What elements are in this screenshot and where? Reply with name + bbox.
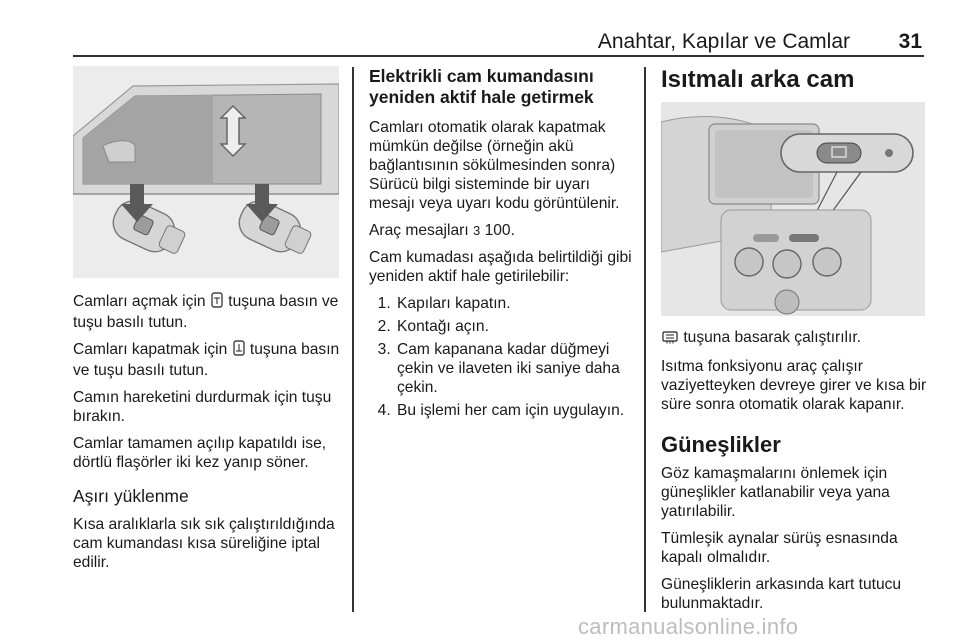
stop-window-text: Camın hareketini durdurmak için tuşu bırakın. [73, 389, 332, 425]
close-text-after: tuşuna basın ve tuşu basılı tutun. [73, 341, 340, 379]
heating-function-text: Isıtma fonksiyonu araç çalışır vaziyetteyken devreye girer ve kısa bir süre sonra otomatik olarak kapanır. [661, 358, 927, 413]
rear-window-activation-text [661, 328, 929, 349]
reactivate-how: Cam kumadası aşağıda belirtildiği gibi yeniden aktif hale getirilebilir: [369, 249, 632, 285]
column-divider-1 [352, 67, 354, 612]
sun-visors-text-3: Güneşliklerin arkasında kart tutucu bulunmaktadır. [661, 576, 902, 612]
overload-text: Kısa aralıklarla sık sık çalıştırıldığında cam kumandası kısa süreliğine iptal edilir. [73, 516, 335, 571]
list-item: 3. Cam kapanana kadar düğmeyi çekin ve ilaveten iki saniye daha çekin. [395, 340, 637, 397]
footer-watermark: carmanualsonline.info [578, 614, 799, 639]
reactivate-heading: Elektrikli cam kumandasını yeniden aktif hale getirmek [369, 66, 594, 107]
car-window-illustration [73, 66, 339, 278]
header-title: Anahtar, Kapılar ve Camlar [597, 30, 850, 53]
page-number: 31 [898, 30, 922, 53]
dashboard-illustration [661, 102, 925, 316]
header-rule [73, 55, 924, 57]
heated-rear-window-heading: Isıtmalı arka cam [661, 66, 855, 93]
window-keys-figure [73, 66, 339, 278]
vehicle-messages-ref [369, 221, 637, 240]
open-windows-text [73, 292, 343, 332]
overload-heading: Aşırı yüklenme [73, 486, 189, 506]
right-column [661, 66, 929, 621]
sun-visors-text-1: Göz kamaşmalarını önlemek için güneşlikler katlanabilir veya yana yatırılabilir. [661, 465, 890, 520]
middle-column [369, 66, 637, 428]
vehicle-messages-text: Araç mesajları [369, 222, 473, 239]
reactivate-steps [369, 294, 637, 420]
list-item: 2. Kontağı açın. [395, 317, 637, 336]
sun-visors-heading: Güneşlikler [661, 432, 781, 457]
rear-defrost-icon [662, 330, 678, 349]
window-close-icon [233, 340, 245, 361]
vehicle-messages-page[interactable]: 100. [480, 222, 515, 239]
rear-window-activation: tuşuna basarak çalıştırılır. [679, 329, 862, 346]
dashboard-figure [661, 102, 925, 316]
list-item: 4. Bu işlemi her cam için uygulayın. [395, 401, 637, 420]
open-text-before: Camları açmak için [73, 293, 210, 310]
column-divider-2 [644, 67, 646, 612]
close-windows-text [73, 340, 343, 380]
close-text-before: Camları kapatmak için [73, 341, 232, 358]
window-open-icon [211, 292, 223, 313]
left-column [73, 66, 343, 580]
sun-visors-text-2: Tümleşik aynalar sürüş esnasında kapalı olmalıdır. [661, 530, 898, 566]
reactivate-intro: Camları otomatik olarak kapatmak mümkün değilse (örneğin akü bağlantısının sökülmesinden sonra) Sürücü bilgi sisteminde bir uyarı mesajı veya uyarı kodu görüntülenir. [369, 119, 620, 212]
list-item: 1. Kapıları kapatın. [395, 294, 637, 313]
hazard-flash-text: Camlar tamamen açılıp kapatıldı ise, dörtlü flaşörler iki kez yanıp söner. [73, 435, 327, 471]
page-ref-arrow-icon: 3 [473, 223, 481, 238]
open-text-after: tuşuna basın ve tuşu basılı tutun. [73, 293, 339, 331]
